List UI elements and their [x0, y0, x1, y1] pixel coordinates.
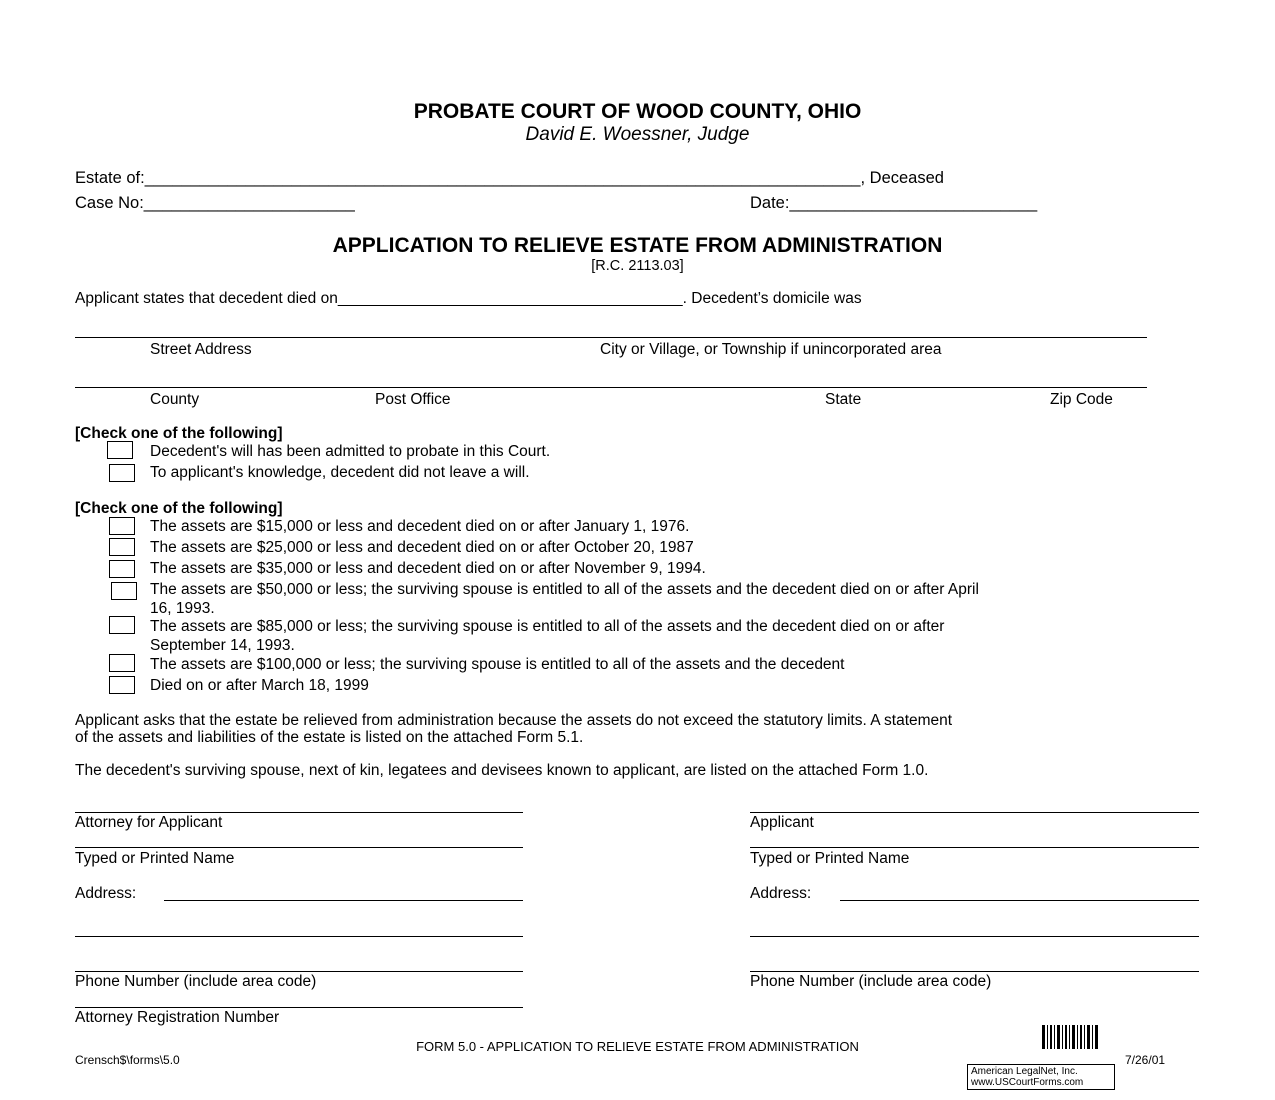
attorney-typed-name-label: Typed or Printed Name	[75, 850, 235, 867]
spouse-paragraph: The decedent's surviving spouse, next of kin, legatees and devisees known to applicant, are listed on the attached Form 1.0.	[75, 762, 929, 779]
court-title: PROBATE COURT OF WOOD COUNTY, OHIO	[413, 100, 862, 123]
assets-85000-checkbox[interactable]	[109, 616, 135, 634]
form-date: 7/26/01	[1125, 1053, 1166, 1067]
assets-50000-checkbox[interactable]	[111, 582, 137, 600]
attorney-name-line[interactable]	[75, 847, 523, 848]
case-no-field[interactable]: _______________________	[143, 194, 355, 212]
zip-code-label: Zip Code	[1050, 391, 1113, 408]
case-no-line	[75, 194, 355, 213]
estate-field[interactable]: ______________________________________________________________________________	[144, 169, 861, 187]
judge-name: David E. Woessner, Judge	[525, 124, 750, 145]
died-after-1999-checkbox[interactable]	[109, 676, 135, 694]
statute-citation: [R.C. 2113.03]	[591, 258, 684, 274]
will-option-label: Decedent's will has been admitted to probate in this Court.	[150, 443, 551, 460]
applicant-typed-name-label: Typed or Printed Name	[750, 850, 910, 867]
assets-option-label: The assets are $35,000 or less and decedent died on or after November 9, 1994.	[150, 560, 706, 577]
estate-of-line	[75, 169, 944, 188]
date-label: Date:	[750, 194, 790, 212]
will-option-label: To applicant's knowledge, decedent did not leave a will.	[150, 464, 530, 481]
assets-option-label-cont: 16, 1993.	[150, 600, 215, 617]
attorney-registration-label: Attorney Registration Number	[75, 1009, 280, 1026]
death-statement-start: Applicant states that decedent died on	[75, 290, 338, 307]
state-label: State	[825, 391, 862, 408]
assets-option-label: Died on or after March 18, 1999	[150, 677, 369, 694]
applicant-signature-line[interactable]	[750, 812, 1199, 813]
deceased-label: , Deceased	[860, 169, 944, 187]
barcode-icon	[1042, 1025, 1100, 1051]
attorney-registration-line[interactable]	[75, 1007, 523, 1008]
will-section-heading: [Check one of the following]	[75, 425, 283, 442]
assets-100000-checkbox[interactable]	[109, 654, 135, 672]
attorney-signature-line[interactable]	[75, 812, 523, 813]
assets-option-label-cont: September 14, 1993.	[150, 637, 295, 654]
form-title: APPLICATION TO RELIEVE ESTATE FROM ADMINISTRATION	[332, 234, 943, 257]
domicile-line-2[interactable]	[75, 387, 1147, 388]
date-field[interactable]: ___________________________	[789, 194, 1038, 212]
applicant-name-line[interactable]	[750, 847, 1199, 848]
applicant-address-line-2[interactable]	[750, 936, 1199, 937]
no-will-checkbox[interactable]	[109, 464, 135, 482]
attorney-address-line-1[interactable]	[164, 900, 523, 901]
applicant-phone-label: Phone Number (include area code)	[750, 973, 992, 990]
vendor-url[interactable]: www.USCourtForms.com	[971, 1077, 1084, 1088]
assets-option-label: The assets are $15,000 or less and decedent died on or after January 1, 1976.	[150, 518, 690, 535]
vendor-stamp	[967, 1064, 1115, 1090]
county-label: County	[150, 391, 200, 408]
attorney-address-line-2[interactable]	[75, 936, 523, 937]
street-address-label: Street Address	[150, 341, 252, 358]
date-line	[750, 194, 1037, 213]
applicant-phone-line[interactable]	[750, 971, 1199, 972]
assets-option-label: The assets are $25,000 or less and decedent died on or after October 20, 1987	[150, 539, 694, 556]
assets-option-label: The assets are $100,000 or less; the surviving spouse is entitled to all of the assets and the decedent	[150, 656, 845, 673]
case-no-label: Case No:	[75, 194, 144, 212]
death-statement-end: . Decedent’s domicile was	[682, 290, 862, 307]
relief-paragraph-line-1: Applicant asks that the estate be relieved from administration because the assets do not exceed the statutory limits. A statement	[75, 712, 953, 729]
domicile-line-1[interactable]	[75, 337, 1147, 338]
applicant-address-label: Address:	[750, 885, 812, 902]
form-path: Crensch$\forms\5.0	[75, 1053, 180, 1067]
assets-15000-checkbox[interactable]	[109, 517, 135, 535]
applicant-address-line-1[interactable]	[840, 900, 1199, 901]
estate-label: Estate of:	[75, 169, 145, 187]
attorney-address-label: Address:	[75, 885, 137, 902]
vendor-name: American LegalNet, Inc.	[971, 1066, 1078, 1077]
attorney-for-applicant-label: Attorney for Applicant	[75, 814, 223, 831]
city-label: City or Village, or Township if unincorporated area	[600, 341, 942, 358]
death-date-statement	[75, 290, 862, 308]
assets-option-label: The assets are $85,000 or less; the surviving spouse is entitled to all of the assets and the decedent died on or after	[150, 618, 945, 635]
assets-25000-checkbox[interactable]	[109, 538, 135, 556]
assets-option-label: The assets are $50,000 or less; the surviving spouse is entitled to all of the assets and the decedent died on or after April	[150, 581, 979, 598]
applicant-label: Applicant	[750, 814, 814, 831]
death-date-field[interactable]: ________________________________________	[337, 290, 683, 307]
assets-35000-checkbox[interactable]	[109, 560, 135, 578]
post-office-label: Post Office	[375, 391, 451, 408]
relief-paragraph-line-2: of the assets and liabilities of the estate is listed on the attached Form 5.1.	[75, 729, 584, 746]
form-footer-title: FORM 5.0 - APPLICATION TO RELIEVE ESTATE FROM ADMINISTRATION	[416, 1039, 859, 1054]
will-admitted-checkbox[interactable]	[107, 441, 133, 459]
assets-section-heading: [Check one of the following]	[75, 500, 283, 517]
attorney-phone-label: Phone Number (include area code)	[75, 973, 317, 990]
attorney-phone-line[interactable]	[75, 971, 523, 972]
